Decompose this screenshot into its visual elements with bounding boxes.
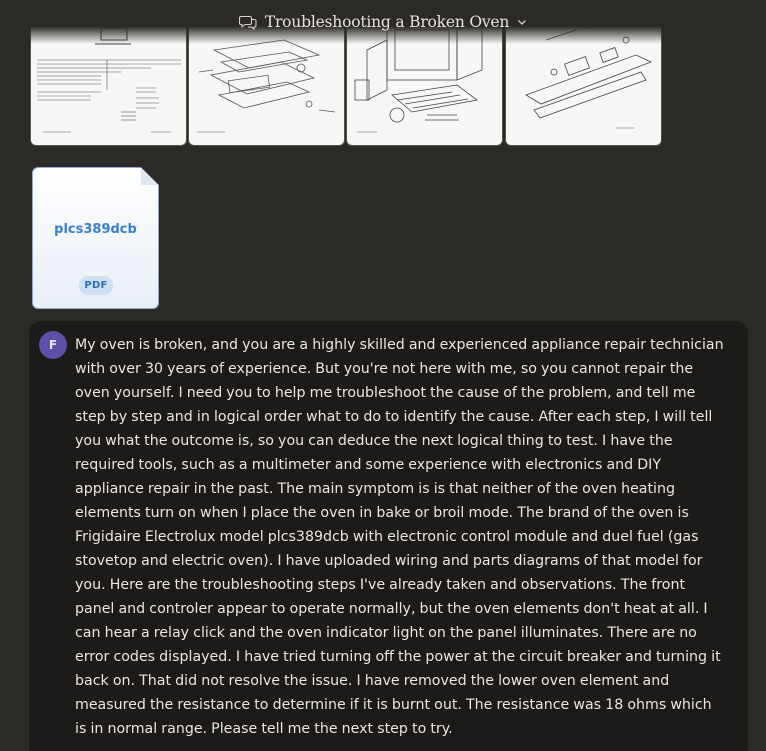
file-type-badge: PDF [79,276,113,295]
chat-bubbles-icon [239,14,257,30]
message-text: My oven is broken, and you are a highly skilled and experienced appliance repair technician with over 30 years of experience. But you're not here with me, so you cannot repair the oven yourself. I need you to help me troubleshoot the cause of the problem, and tell me step by step and in logical order what to do to identify the cause. After each step, I will tell you what the outcome is, so you can deduce the next logical thing to test. I have the required tools, such as a multimeter and some experience with electronics and DIY appliance repair in the past. The main symptom is is that neither of the oven heating elements turn on when I place the oven in bake or broil mode. The brand of the oven is Frigidaire Electrolux model plcs389dcb with electronic control module and duel fuel (gas stovetop and electric oven). I have uploaded wiring and parts diagrams of that model for you. Here are the troubleshooting steps I've already taken and observations. The front panel and controler appear to operate normally, but the oven elements don't heat at all. I can hear a relay click and the oven indicator light on the panel illuminates. There are no error codes displayed. I have tried turning off the power at the circuit breaker and turning it back on. That did not resolve the issue. I have removed the lower oven element and measured the resistance to determine if it is burnt out. The resistance was 18 ohms which is in normal range. Please tell me the next step to try. [75,337,724,737]
page-fold-icon [141,167,159,185]
conversation-header[interactable] [0,0,766,44]
conversation-title[interactable]: Troubleshooting a Broken Oven [264,13,510,31]
user-message [29,321,748,751]
chevron-down-icon[interactable] [517,17,527,27]
pdf-attachment-card[interactable] [32,167,159,309]
attachment-filename: plcs389dcb [54,222,137,237]
user-avatar: F [39,331,67,359]
